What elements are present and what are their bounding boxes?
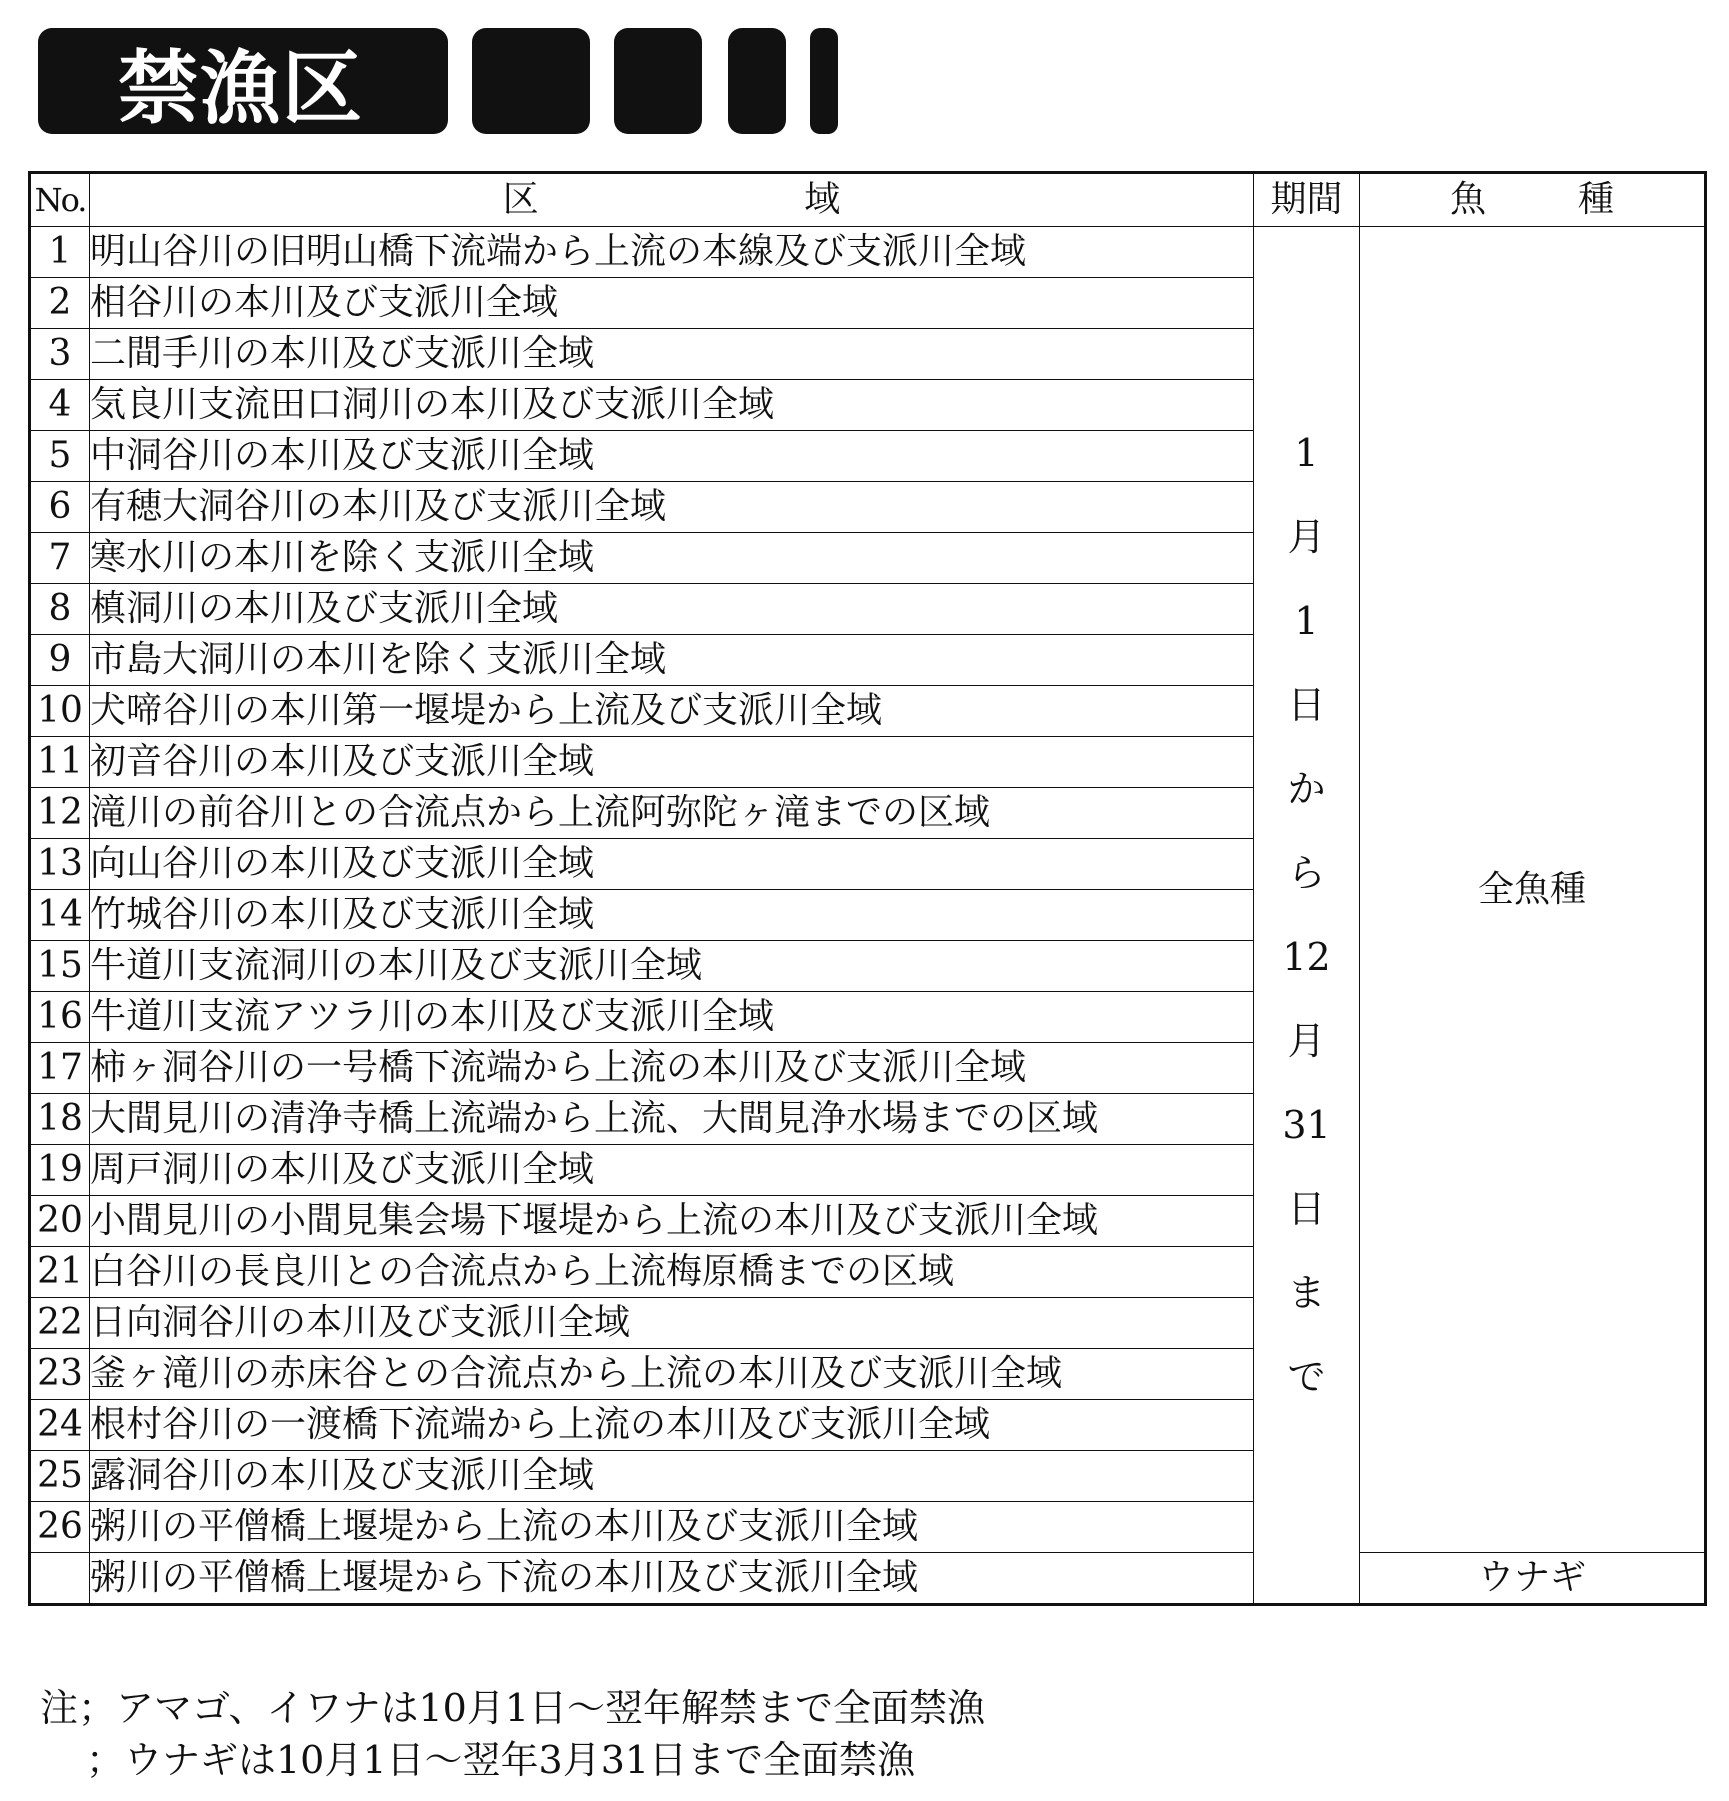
row-area: 明山谷川の旧明山橋下流端から上流の本線及び支派川全域	[90, 227, 1254, 278]
note-line: 注；アマゴ、イワナは10月1日～翌年解禁まで全面禁漁	[40, 1686, 986, 1730]
period-char: ら	[1287, 851, 1326, 895]
row-area: 周戸洞川の本川及び支派川全域	[90, 1145, 1254, 1196]
row-number	[30, 1553, 90, 1605]
row-area: 大間見川の清浄寺橋上流端から上流、大間見浄水場までの区域	[90, 1094, 1254, 1145]
decorative-block	[472, 28, 590, 134]
period-char: 月	[1287, 1019, 1326, 1063]
row-area: 釜ヶ滝川の赤床谷との合流点から上流の本川及び支派川全域	[90, 1349, 1254, 1400]
row-number: 4	[30, 380, 90, 431]
row-number: 25	[30, 1451, 90, 1502]
row-number: 10	[30, 686, 90, 737]
table-body	[30, 227, 1706, 1605]
row-number: 9	[30, 635, 90, 686]
row-area: 竹城谷川の本川及び支派川全域	[90, 890, 1254, 941]
period-char: か	[1287, 767, 1326, 811]
period-char: 日	[1287, 683, 1326, 727]
row-area: 日向洞谷川の本川及び支派川全域	[90, 1298, 1254, 1349]
row-number: 1	[30, 227, 90, 278]
row-area: 粥川の平僧橋上堰堤から下流の本川及び支派川全域	[90, 1553, 1254, 1605]
row-number: 8	[30, 584, 90, 635]
row-number: 6	[30, 482, 90, 533]
row-number: 20	[30, 1196, 90, 1247]
page-title: 禁漁区	[38, 28, 448, 134]
period-char: で	[1287, 1355, 1326, 1399]
row-area: 牛道川支流アツラ川の本川及び支派川全域	[90, 992, 1254, 1043]
row-number: 22	[30, 1298, 90, 1349]
row-area: 粥川の平僧橋上堰堤から上流の本川及び支派川全域	[90, 1502, 1254, 1553]
row-number: 24	[30, 1400, 90, 1451]
row-area: 滝川の前谷川との合流点から上流阿弥陀ヶ滝までの区域	[90, 788, 1254, 839]
row-area: 犬啼谷川の本川第一堰堤から上流及び支派川全域	[90, 686, 1254, 737]
period-char: 1	[1294, 431, 1319, 475]
row-area: 市島大洞川の本川を除く支派川全域	[90, 635, 1254, 686]
decorative-block	[614, 28, 702, 134]
row-area: 槙洞川の本川及び支派川全域	[90, 584, 1254, 635]
period-text	[1254, 411, 1359, 1419]
row-area: 根村谷川の一渡橋下流端から上流の本川及び支派川全域	[90, 1400, 1254, 1451]
row-area: 小間見川の小間見集会場下堰堤から上流の本川及び支派川全域	[90, 1196, 1254, 1247]
note-line: ；ウナギは10月1日～翌年3月31日まで全面禁漁	[86, 1738, 916, 1782]
row-area: 白谷川の長良川との合流点から上流梅原橋までの区域	[90, 1247, 1254, 1298]
row-area: 牛道川支流洞川の本川及び支派川全域	[90, 941, 1254, 992]
header-fish	[1360, 173, 1706, 227]
table-row	[30, 1553, 1706, 1605]
row-number: 13	[30, 839, 90, 890]
row-number: 5	[30, 431, 90, 482]
closed-area-table	[28, 171, 1707, 1606]
row-area: 相谷川の本川及び支派川全域	[90, 278, 1254, 329]
row-area: 有穂大洞谷川の本川及び支派川全域	[90, 482, 1254, 533]
header-fish-right: 種	[1577, 179, 1614, 220]
row-number: 2	[30, 278, 90, 329]
row-number: 17	[30, 1043, 90, 1094]
row-number: 26	[30, 1502, 90, 1553]
notes	[40, 1682, 985, 1786]
row-number: 21	[30, 1247, 90, 1298]
row-number: 16	[30, 992, 90, 1043]
period-char: 日	[1287, 1187, 1326, 1231]
header-area-left: 区	[502, 179, 539, 220]
row-area: 気良川支流田口洞川の本川及び支派川全域	[90, 380, 1254, 431]
period-char: 1	[1294, 599, 1319, 643]
header-area-right: 域	[804, 179, 841, 220]
row-area: 向山谷川の本川及び支派川全域	[90, 839, 1254, 890]
period-cell	[1254, 227, 1360, 1605]
period-char: 月	[1287, 515, 1326, 559]
row-number: 14	[30, 890, 90, 941]
row-number: 18	[30, 1094, 90, 1145]
row-area: 露洞谷川の本川及び支派川全域	[90, 1451, 1254, 1502]
row-number: 12	[30, 788, 90, 839]
table-row	[30, 227, 1706, 278]
row-number: 15	[30, 941, 90, 992]
period-char: 12	[1282, 935, 1331, 979]
row-area: 寒水川の本川を除く支派川全域	[90, 533, 1254, 584]
header-bar	[38, 28, 838, 134]
table-header-row	[30, 173, 1706, 227]
row-number: 11	[30, 737, 90, 788]
row-area: 初音谷川の本川及び支派川全域	[90, 737, 1254, 788]
fish-eel-cell: ウナギ	[1360, 1553, 1706, 1605]
header-no: No.	[30, 173, 90, 227]
decorative-block	[728, 28, 786, 134]
row-number: 19	[30, 1145, 90, 1196]
period-char: ま	[1287, 1271, 1326, 1315]
row-number: 7	[30, 533, 90, 584]
header-area	[90, 173, 1254, 227]
row-area: 中洞谷川の本川及び支派川全域	[90, 431, 1254, 482]
header-fish-left: 魚	[1450, 179, 1487, 220]
fish-all-cell: 全魚種	[1360, 227, 1706, 1553]
header-period: 期間	[1254, 173, 1360, 227]
row-area: 柿ヶ洞谷川の一号橋下流端から上流の本川及び支派川全域	[90, 1043, 1254, 1094]
decorative-block	[810, 28, 838, 134]
row-area: 二間手川の本川及び支派川全域	[90, 329, 1254, 380]
period-char: 31	[1282, 1103, 1331, 1147]
row-number: 23	[30, 1349, 90, 1400]
row-number: 3	[30, 329, 90, 380]
